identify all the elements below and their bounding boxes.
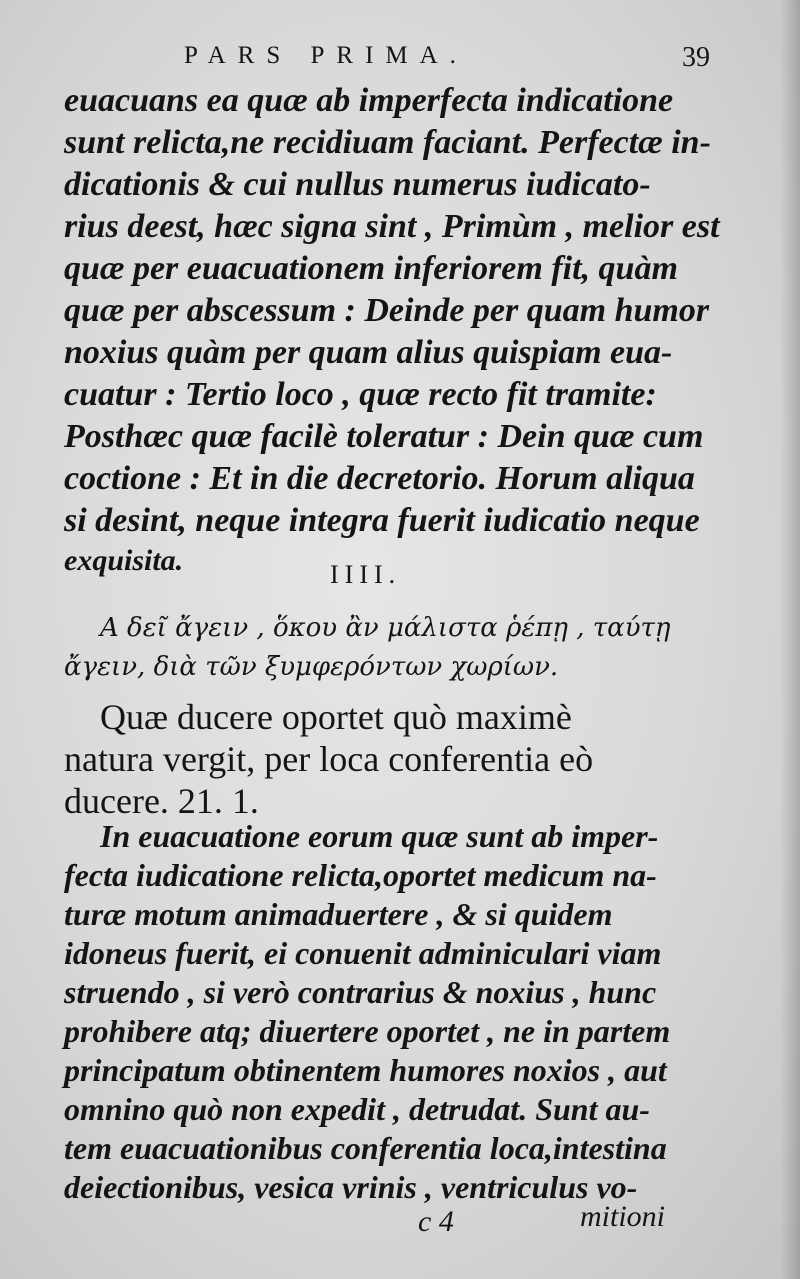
text-line: deiectionibus, vesica vrinis , ventriculus vo- — [64, 1169, 638, 1205]
text-line: In euacuatione eorum quæ sunt ab imper- — [100, 818, 659, 854]
text-line: Posthæc quæ facilè toleratur : Dein quæ cum — [64, 418, 704, 455]
aphorism-line: Quæ ducere oportet quò maximè — [100, 697, 572, 737]
text-line: idoneus fuerit, ei conuenit adminiculari viam — [64, 935, 662, 971]
aphorism-line: ducere. 21. 1. — [64, 781, 259, 821]
text-line: prohibere atq; diuertere oportet , ne in partem — [64, 1013, 671, 1049]
text-line: tem euacuationibus conferentia loca,intestina — [64, 1130, 667, 1166]
text-line: quæ per abscessum : Deinde per quam humor — [64, 292, 710, 329]
text-line: coctione : Et in die decretorio. Horum aliqua — [64, 460, 695, 497]
text-line: noxius quàm per quam alius quispiam eua- — [64, 334, 673, 371]
running-title: PARS PRIMA. — [184, 42, 468, 69]
page-number: 39 — [682, 42, 710, 73]
text-line: omnino quò non expedit , detrudat. Sunt au- — [64, 1091, 650, 1127]
text-line: si desint, neque integra fuerit iudicatio neque — [64, 502, 700, 539]
text-line: struendo , si verò contrarius & noxius , hunc — [64, 974, 657, 1010]
text-line: cuatur : Tertio loco , quæ recto fit tramite: — [64, 376, 657, 413]
text-line: rius deest, hæc signa sint , Primùm , melior est — [64, 208, 720, 245]
text-line: euacuans ea quæ ab imperfecta indicatione — [64, 82, 674, 119]
text-line: dicationis & cui nullus numerus iudicato- — [64, 166, 651, 203]
signature-mark: c 4 — [418, 1205, 454, 1238]
text-line: exquisita. — [64, 544, 184, 577]
page-edge-shadow — [780, 0, 800, 1279]
catchword: mitioni — [580, 1200, 666, 1233]
aphorism-line: natura vergit, per loca conferentia eò — [64, 739, 594, 779]
text-line: principatum obtinentem humores noxios , aut — [64, 1052, 667, 1088]
section-number: IIII. — [330, 560, 402, 589]
running-head — [150, 42, 710, 82]
text-line: fecta iudicatione relicta,oportet medicum na- — [64, 857, 657, 893]
greek-line: ἄγειν, διὰ τῶν ξυμφερόντων χωρίων. — [64, 652, 559, 682]
greek-line: Α δεῖ ἄγειν , ὅκου ἂν μάλιστα ῥέπῃ , ταύτῃ — [100, 613, 671, 643]
text-line: sunt relicta,ne recidiuam faciant. Perfectæ in- — [64, 124, 711, 161]
text-line: turæ motum animaduertere , & si quidem — [64, 896, 613, 932]
text-line: quæ per euacuationem inferiorem fit, quàm — [64, 250, 678, 287]
